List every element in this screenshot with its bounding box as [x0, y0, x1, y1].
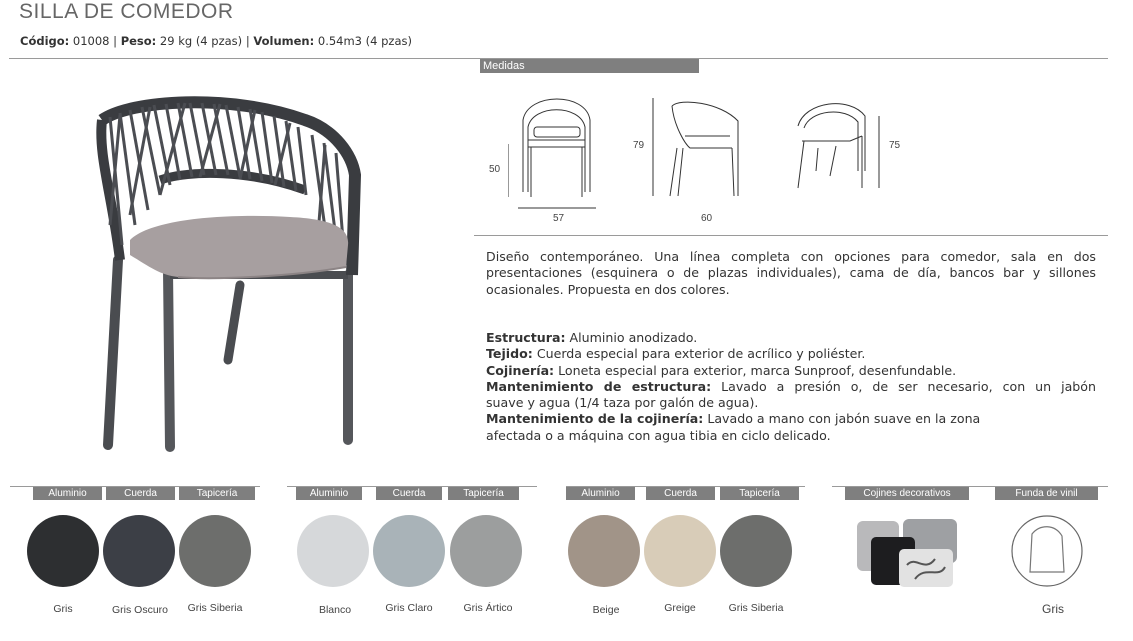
funda-label: Gris [1042, 602, 1064, 616]
mant-cojineria-label: Mantenimiento de la cojinería: [486, 411, 704, 427]
swatch-gris-artico[interactable] [450, 515, 522, 587]
dimension-label: 79 [633, 140, 645, 151]
estructura-label: Estructura: [486, 330, 566, 345]
peso-value: 29 kg (4 pzas) [159, 34, 243, 48]
dimension-label: 75 [889, 140, 901, 151]
tejido-label: Tejido: [486, 346, 533, 362]
tag-tapiceria: Tapicería [179, 487, 255, 500]
product-image [90, 95, 370, 455]
tejido-value: Cuerda especial para exterior de acrílico y poliéster. [536, 346, 866, 362]
product-description: Diseño contemporáneo. Una línea completa con opciones para comedor, sala en dos presentaciones (esquinera o de plazas individuales), cama de día, bancos bar y sillones ocasionales. Propuesta en dos colores. [486, 249, 1096, 297]
mant-cojineria-row [486, 411, 1096, 427]
separator: | [113, 34, 118, 48]
tag-tapiceria: Tapicería [448, 487, 519, 500]
product-specs [20, 34, 412, 48]
volumen-label: Volumen: [253, 34, 315, 48]
chair-illustration [90, 95, 370, 455]
cojineria-label: Cojinería: [486, 362, 555, 378]
mant-estructura-row-2 [486, 395, 1096, 411]
separator: | [245, 34, 250, 48]
tag-funda: Funda de vinil [995, 487, 1098, 500]
dimension-label: 60 [701, 213, 713, 224]
swatch-gris[interactable] [27, 515, 99, 587]
swatch-label: Gris Siberia [728, 602, 784, 614]
codigo-value: 01008 [72, 34, 110, 48]
peso-label: Peso: [120, 34, 157, 48]
medidas-rule [699, 58, 1108, 59]
swatch-gris-oscuro[interactable] [103, 515, 175, 587]
mant-cojineria-value: Lavado a mano con jabón suave en la zona [707, 411, 981, 427]
product-title: SILLA DE COMEDOR [19, 0, 234, 23]
swatch-gris-claro[interactable] [373, 515, 445, 587]
cojineria-value: Loneta especial para exterior, marca Sunproof, desenfundable. [558, 362, 957, 378]
cushions-image [855, 515, 965, 595]
tag-aluminio: Aluminio [33, 487, 102, 500]
estructura-row [486, 330, 1096, 346]
swatch-label: Gris Oscuro [111, 604, 168, 616]
cojineria-row [486, 363, 1096, 379]
mant-cojineria-value-2: afectada o a máquina con agua tibia en ciclo delicado. [486, 427, 831, 443]
medidas-bottom-rule [474, 235, 1108, 236]
tejido-row [486, 346, 1096, 362]
perspective-view-drawing [790, 96, 885, 196]
swatch-blanco[interactable] [297, 515, 369, 587]
swatch-label: Greige [664, 602, 696, 614]
estructura-value: Aluminio anodizado. [569, 330, 698, 345]
swatch-gris-siberia[interactable] [720, 515, 792, 587]
dimension-label: 57 [553, 213, 565, 224]
funda-image [1010, 514, 1084, 588]
mant-estructura-label: Mantenimiento de estructura: [486, 378, 712, 394]
mant-estructura-value-2: suave y agua (1/4 taza por galón de agua). [486, 395, 759, 411]
tag-cuerda: Cuerda [376, 487, 442, 500]
swatch-label: Gris Siberia [187, 602, 243, 614]
tag-cuerda: Cuerda [106, 487, 175, 500]
swatch-greige[interactable] [644, 515, 716, 587]
mant-cojineria-row-2 [486, 428, 1096, 444]
front-view-drawing [508, 92, 608, 212]
tag-cojines: Cojines decorativos [845, 487, 969, 500]
tag-cuerda: Cuerda [646, 487, 715, 500]
mant-estructura-value: Lavado a presión o, de ser necesario, con un jabón [721, 378, 1096, 394]
swatch-label: Gris Ártico [463, 602, 513, 614]
tag-tapiceria: Tapicería [720, 487, 799, 500]
product-details [486, 330, 1096, 444]
swatch-label: Gris [53, 603, 73, 615]
swatch-label: Blanco [318, 604, 352, 616]
swatch-label: Gris Claro [385, 602, 433, 614]
tag-aluminio: Aluminio [296, 487, 362, 500]
tag-aluminio: Aluminio [566, 487, 635, 500]
side-view-drawing [650, 96, 750, 201]
codigo-label: Código: [20, 34, 70, 48]
medidas-tab: Medidas [480, 59, 699, 73]
swatch-label: Beige [592, 604, 620, 616]
mant-estructura-row [486, 379, 1096, 395]
swatch-gris-siberia[interactable] [179, 515, 251, 587]
swatch-beige[interactable] [568, 515, 640, 587]
volumen-value: 0.54m3 (4 pzas) [317, 34, 412, 48]
dimension-label: 50 [489, 164, 501, 175]
